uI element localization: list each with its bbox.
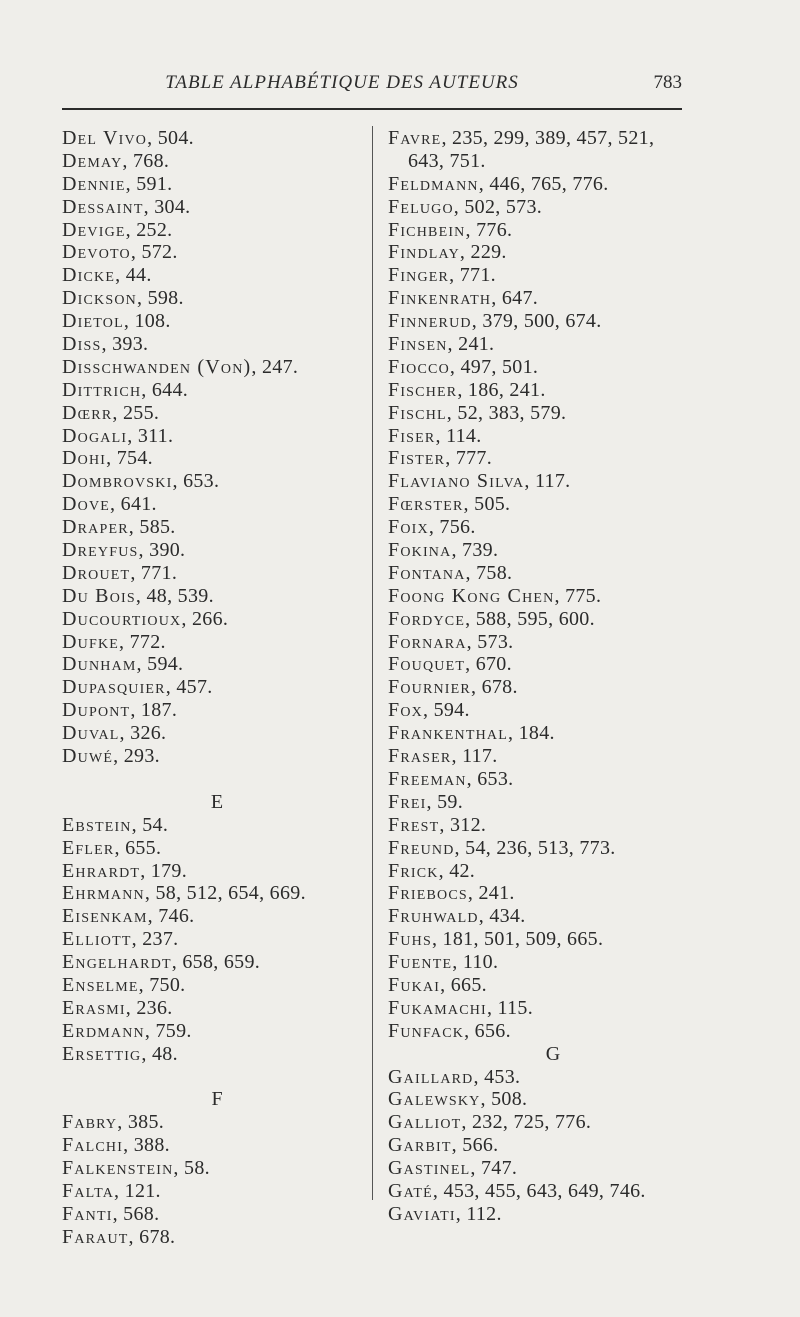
author-name: Dreyfus: [62, 539, 139, 562]
index-entry: Freund, 54, 236, 513, 773.: [388, 836, 616, 859]
page-references: 112.: [466, 1202, 502, 1225]
index-entry: Fister, 777.: [388, 447, 493, 470]
index-entry: Eisenkam, 746.: [62, 905, 195, 928]
index-entry: Dombrovski, 653.: [62, 470, 220, 493]
index-entry: Engelhardt, 658, 659.: [62, 951, 261, 974]
page-references: 502, 573.: [464, 195, 543, 218]
author-name: Duval: [62, 722, 120, 745]
author-name: Finsen: [388, 333, 448, 356]
author-name: Dickson: [62, 287, 137, 310]
author-name: Funfack: [388, 1019, 465, 1042]
author-name: Dennie: [62, 172, 126, 195]
index-entry: Fournier, 678.: [388, 676, 518, 699]
page-references: 771.: [459, 264, 496, 287]
index-entry: Frick, 42.: [388, 859, 476, 882]
author-name: Dupasquier: [62, 676, 166, 699]
page-references: 311.: [137, 424, 174, 447]
author-name: Du Bois: [62, 584, 136, 607]
page-references: 594.: [433, 699, 470, 722]
author-name: Fiocco: [388, 355, 450, 378]
author-name: Fruhwald: [388, 905, 479, 928]
index-entry: Fruhwald, 434.: [388, 905, 526, 928]
index-entry: Devige, 252.: [62, 218, 173, 241]
page-references: 573.: [477, 630, 514, 653]
index-entry: Fokina, 739.: [388, 539, 499, 562]
author-name: Dohi: [62, 447, 107, 470]
page-references: 747.: [480, 1157, 518, 1180]
page-references: 504.: [157, 127, 194, 149]
index-entry: Dessaint, 304.: [62, 195, 191, 218]
page-references: 181, 501, 509, 665.: [442, 928, 604, 951]
page-references: 241.: [458, 333, 495, 356]
index-entry: Diss, 393.: [62, 333, 149, 356]
author-name: Erdmann: [62, 1019, 145, 1042]
section-letter-f: F: [211, 1088, 223, 1111]
index-entry: Ducourtioux, 266.: [62, 607, 229, 630]
index-entry: Du Bois, 48, 539.: [62, 584, 214, 607]
page-references: 505.: [474, 493, 511, 516]
page-references: 776.: [476, 218, 513, 241]
author-name: Erasmi: [62, 996, 126, 1019]
section-gap: [62, 768, 362, 791]
page-references: 58.: [184, 1157, 210, 1180]
index-entry: Frest, 312.: [388, 813, 487, 836]
page-references: 754.: [116, 447, 153, 470]
author-name: Drouet: [62, 561, 131, 584]
index-entry: Gaté, 453, 455, 643, 649, 746.: [388, 1179, 646, 1202]
page-references: 758.: [476, 561, 513, 584]
section-letter-g: G: [545, 1042, 561, 1065]
author-name: Gaillard: [388, 1065, 474, 1088]
author-name: Dœrr: [62, 401, 113, 424]
page-references: 186, 241.: [467, 378, 546, 401]
page-references: 644.: [151, 378, 189, 401]
author-name: Fiser: [388, 424, 436, 447]
page-references: 739.: [462, 539, 499, 562]
page-references: 746.: [158, 905, 195, 928]
page-references: 759.: [155, 1019, 192, 1042]
page-references: 655.: [125, 836, 162, 859]
index-entry: Fabry, 385.: [62, 1111, 165, 1134]
page-references: 591.: [136, 172, 173, 195]
page-references: 434.: [489, 905, 526, 928]
index-entry: Fischer, 186, 241.: [388, 378, 546, 401]
page-references: 641.: [120, 493, 157, 516]
section-gap: [62, 1066, 362, 1089]
author-name: Garbit: [388, 1134, 452, 1157]
page-references: 117.: [534, 470, 571, 493]
index-entry: Friebocs, 241.: [388, 882, 515, 905]
author-name: Ebstein: [62, 813, 132, 836]
index-entry: Duval, 326.: [62, 722, 167, 745]
page-references: 598.: [147, 287, 184, 310]
page-references-continued: 643, 751.: [408, 149, 486, 172]
page-references: 393.: [112, 333, 149, 356]
author-name: Favre: [388, 127, 442, 149]
author-name: Fournier: [388, 676, 471, 699]
author-name: Fontana: [388, 561, 466, 584]
page-references: 678.: [481, 676, 518, 699]
author-name: Fischer: [388, 378, 458, 401]
index-list-d: [62, 127, 362, 768]
author-name: Fuente: [388, 951, 453, 974]
left-column: [62, 127, 362, 1249]
author-name: Gaviati: [388, 1202, 456, 1225]
author-name: Dove: [62, 493, 111, 516]
index-entry: Dicke, 44.: [62, 264, 152, 287]
page-references: 768.: [133, 149, 170, 172]
author-name: Fabry: [62, 1111, 118, 1134]
page-references: 585.: [139, 516, 176, 539]
author-name: Engelhardt: [62, 951, 172, 974]
author-name: Dufke: [62, 630, 120, 653]
page-references: 658, 659.: [182, 951, 261, 974]
index-entry: Gastinel, 747.: [388, 1157, 518, 1180]
index-entry: Fordyce, 588, 595, 600.: [388, 607, 595, 630]
index-entry: Fuhs, 181, 501, 509, 665.: [388, 928, 604, 951]
author-name: Gastinel: [388, 1157, 471, 1180]
page-references: 678.: [139, 1225, 176, 1248]
page-references: 114.: [446, 424, 482, 447]
index-entry: Dreyfus, 390.: [62, 539, 186, 562]
page-references: 48.: [151, 1042, 178, 1065]
author-name: Fordyce: [388, 607, 466, 630]
page-references: 54.: [142, 813, 169, 836]
page-references: 187.: [140, 699, 178, 722]
page-references: 647.: [501, 287, 539, 310]
page-references: 115.: [497, 996, 534, 1019]
author-name: Flaviano Silva: [388, 470, 525, 493]
page-references: 665.: [450, 973, 487, 996]
section-letter-e: E: [210, 790, 224, 813]
index-entry: Drouet, 771.: [62, 561, 178, 584]
page-references: 756.: [439, 516, 476, 539]
index-entry: Foix, 756.: [388, 516, 476, 539]
author-name: Feldmann: [388, 172, 479, 195]
index-entry: Del Vivo, 504.: [62, 127, 194, 149]
author-name: Felugo: [388, 195, 454, 218]
author-name: Fuhs: [388, 928, 432, 951]
index-entry: Gaviati, 112.: [388, 1202, 502, 1225]
author-name: Findlay: [388, 241, 460, 264]
index-entry: Dennie, 591.: [62, 172, 173, 195]
index-entry: Garbit, 566.: [388, 1134, 499, 1157]
index-entry: Erasmi, 236.: [62, 996, 173, 1019]
index-entry: Dittrich, 644.: [62, 378, 189, 401]
page-references: 252.: [136, 218, 173, 241]
index-entry: Foong Kong Chen, 775.: [388, 584, 602, 607]
page-references: 236.: [136, 996, 173, 1019]
index-entry: Fuente, 110.: [388, 951, 499, 974]
index-entry: Fiser, 114.: [388, 424, 482, 447]
index-entry: Enselme, 750.: [62, 973, 186, 996]
index-entry: Feldmann, 446, 765, 776.: [388, 172, 609, 195]
page-references: 304.: [154, 195, 191, 218]
author-name: Fouquet: [388, 653, 466, 676]
author-name: Ersettig: [62, 1042, 142, 1065]
index-entry: Fraser, 117.: [388, 745, 498, 768]
index-entry: Falkenstein, 58.: [62, 1157, 210, 1180]
index-entry: Fanti, 568.: [62, 1202, 160, 1225]
page-references: 390.: [149, 539, 186, 562]
index-entry: Favre, 235, 299, 389, 457, 521,: [388, 127, 655, 149]
index-entry: Elliott, 237.: [62, 928, 179, 951]
author-name: Galewsky: [388, 1088, 481, 1111]
author-name: Frest: [388, 813, 440, 836]
author-name: Galliot: [388, 1111, 462, 1134]
author-name: Falkenstein: [62, 1157, 174, 1180]
index-list-f-continued: [388, 127, 708, 1043]
page-references: 237.: [142, 928, 179, 951]
author-name: Fraser: [388, 745, 452, 768]
author-name: Dupont: [62, 699, 131, 722]
index-entry: Falta, 121.: [62, 1180, 161, 1202]
author-name: Foong Kong Chen: [388, 584, 555, 607]
author-name: Draper: [62, 516, 129, 539]
page-references: 179.: [150, 859, 187, 882]
author-name: Ducourtioux: [62, 607, 182, 630]
page-references: 235, 299, 389, 457, 521,: [452, 127, 655, 149]
author-name: Devoto: [62, 241, 131, 264]
index-entry: Galliot, 232, 725, 776.: [388, 1111, 592, 1134]
author-name: Efler: [62, 836, 115, 859]
index-entry: Flaviano Silva, 117.: [388, 470, 571, 493]
author-name: Dogali: [62, 424, 128, 447]
page-references: 232, 725, 776.: [472, 1111, 592, 1134]
author-name: Elliott: [62, 928, 132, 951]
page-references: 54, 236, 513, 773.: [465, 836, 616, 859]
page-references: 58, 512, 654, 669.: [155, 882, 306, 905]
index-entry: Dogali, 311.: [62, 424, 174, 447]
index-entry: Devoto, 572.: [62, 241, 178, 264]
author-name: Gaté: [388, 1179, 433, 1202]
page-references: 312.: [449, 813, 487, 836]
page-references: 44.: [125, 264, 152, 287]
author-name: Fokina: [388, 539, 452, 562]
author-name: Falta: [62, 1180, 115, 1202]
author-name: Frick: [388, 859, 439, 882]
index-entry: Galewsky, 508.: [388, 1088, 528, 1111]
author-name: Del Vivo: [62, 127, 148, 149]
index-entry: Fœrster, 505.: [388, 493, 511, 516]
page-references: 379, 500, 674.: [482, 310, 602, 333]
index-entry: Gaillard, 453.: [388, 1065, 521, 1088]
page-references: 497, 501.: [460, 355, 539, 378]
page-references: 266.: [191, 607, 229, 630]
author-name: Finnerud: [388, 310, 472, 333]
page-header: [62, 72, 682, 104]
author-name: Dessaint: [62, 195, 144, 218]
page-references: 588, 595, 600.: [475, 607, 595, 630]
page-references: 229.: [470, 241, 507, 264]
author-name: Diss: [62, 333, 102, 356]
page-references: 184.: [518, 722, 555, 745]
index-entry: Dohi, 754.: [62, 447, 153, 470]
page-references: 594.: [147, 653, 184, 676]
index-entry: Fischl, 52, 383, 579.: [388, 401, 567, 424]
page-references: 42.: [449, 859, 476, 882]
page-references: 108.: [134, 310, 171, 333]
page-references: 508.: [491, 1088, 528, 1111]
index-entry: Fontana, 758.: [388, 561, 513, 584]
index-entry: Ehrardt, 179.: [62, 859, 187, 882]
author-name: Dittrich: [62, 378, 142, 401]
author-name: Ehrmann: [62, 882, 145, 905]
page-references: 777.: [455, 447, 493, 470]
index-entry: Findlay, 229.: [388, 241, 507, 264]
author-name: Freund: [388, 836, 455, 859]
page-number: 783: [653, 72, 682, 93]
author-name: Freeman: [388, 767, 467, 790]
index-entry: Finnerud, 379, 500, 674.: [388, 310, 602, 333]
author-name: Fox: [388, 699, 423, 722]
author-name: Finger: [388, 264, 450, 287]
index-entry: Dove, 641.: [62, 493, 157, 516]
author-name: Finkenrath: [388, 287, 492, 310]
author-name: Fornara: [388, 630, 467, 653]
page-references: 772.: [129, 630, 166, 653]
index-entry: Dufke, 772.: [62, 630, 166, 653]
index-entry: Dupont, 187.: [62, 699, 178, 722]
index-entry: Faraut, 678.: [62, 1225, 176, 1248]
page-references: 385.: [127, 1111, 165, 1134]
author-name: Dietol: [62, 310, 124, 333]
index-entry: Fukai, 665.: [388, 973, 487, 996]
author-name: Dunham: [62, 653, 137, 676]
right-column: [388, 127, 708, 1226]
author-name: Devige: [62, 218, 126, 241]
page-references: 446, 765, 776.: [489, 172, 609, 195]
author-name: Dombrovski: [62, 470, 173, 493]
index-entry: Ehrmann, 58, 512, 654, 669.: [62, 882, 306, 905]
page-references: 326.: [130, 722, 167, 745]
author-name: Fukamachi: [388, 996, 487, 1019]
index-entry: Erdmann, 759.: [62, 1019, 192, 1042]
index-entry: Finger, 771.: [388, 264, 496, 287]
index-entry: Fornara, 573.: [388, 630, 514, 653]
page-references: 457.: [176, 676, 213, 699]
index-entry: Demay, 768.: [62, 149, 170, 172]
author-name: Faraut: [62, 1225, 129, 1248]
author-name: Duwé: [62, 745, 114, 768]
author-name: Friebocs: [388, 882, 468, 905]
page-references: 388.: [133, 1134, 170, 1157]
page-references: 121.: [124, 1180, 161, 1202]
index-entry: Ebstein, 54.: [62, 813, 169, 836]
page-references: 453, 455, 643, 649, 746.: [443, 1179, 646, 1202]
page-references: 52, 383, 579.: [457, 401, 567, 424]
index-entry: Finkenrath, 647.: [388, 287, 539, 310]
index-entry: Frei, 59.: [388, 790, 463, 813]
author-name: Dicke: [62, 264, 116, 287]
page-references: 653.: [183, 470, 220, 493]
author-name: Fœrster: [388, 493, 464, 516]
page-references: 568.: [123, 1202, 160, 1225]
author-name: Frei: [388, 790, 427, 813]
index-entry: Ersettig, 48.: [62, 1042, 178, 1065]
author-name: Enselme: [62, 973, 139, 996]
index-entry: Fukamachi, 115.: [388, 996, 534, 1019]
author-name: Frankenthal: [388, 722, 508, 745]
index-entry: Fichbein, 776.: [388, 218, 513, 241]
index-entry: Freeman, 653.: [388, 767, 514, 790]
index-entry: Fiocco, 497, 501.: [388, 355, 539, 378]
author-name: Foix: [388, 516, 429, 539]
author-name: Demay: [62, 149, 123, 172]
author-name: Fukai: [388, 973, 441, 996]
index-entry: Finsen, 241.: [388, 333, 495, 356]
page-references: 247.: [261, 355, 299, 378]
index-entry: Dickson, 598.: [62, 287, 184, 310]
index-entry: Draper, 585.: [62, 516, 176, 539]
page-references: 670.: [475, 653, 512, 676]
author-name: Fanti: [62, 1202, 113, 1225]
index-list-f: [62, 1111, 362, 1248]
page-references: 110.: [462, 951, 499, 974]
page-references: 656.: [474, 1019, 511, 1042]
author-name: Fister: [388, 447, 446, 470]
page-references: 750.: [149, 973, 186, 996]
author-name: Fischl: [388, 401, 447, 424]
running-title: TABLE ALPHABÉTIQUE DES AUTEURS: [165, 72, 519, 93]
index-entry: Dupasquier, 457.: [62, 676, 213, 699]
column-divider: [372, 126, 373, 1200]
page-references: 453.: [484, 1065, 521, 1088]
page-references: 566.: [462, 1134, 499, 1157]
author-name: Falchi: [62, 1134, 124, 1157]
index-entry: Dœrr, 255.: [62, 401, 160, 424]
page-references: 771.: [140, 561, 178, 584]
index-entry: Falchi, 388.: [62, 1134, 170, 1157]
page-references: 293.: [123, 745, 160, 768]
author-name: Fichbein: [388, 218, 466, 241]
index-list-g: [388, 1066, 708, 1226]
page-references: 48, 539.: [146, 584, 214, 607]
index-list-e: [62, 814, 362, 1066]
page-references: 653.: [477, 767, 514, 790]
author-name: Ehrardt: [62, 859, 141, 882]
page-references: 572.: [141, 241, 178, 264]
index-entry: Dietol, 108.: [62, 310, 171, 333]
page-references: 775.: [565, 584, 602, 607]
page-references: 255.: [122, 401, 160, 424]
page-references: 117.: [462, 745, 498, 768]
author-name: Eisenkam: [62, 905, 148, 928]
index-entry: Duwé, 293.: [62, 745, 160, 768]
index-entry: Fouquet, 670.: [388, 653, 512, 676]
index-entry: Dunham, 594.: [62, 653, 184, 676]
index-entry: Frankenthal, 184.: [388, 722, 555, 745]
author-name: Disschwanden (Von): [62, 355, 252, 378]
index-entry: Funfack, 656.: [388, 1019, 511, 1042]
page-references: 59.: [437, 790, 463, 813]
index-entry: Disschwanden (Von), 247.: [62, 355, 299, 378]
header-rule: [62, 108, 682, 110]
index-entry: Fox, 594.: [388, 699, 470, 722]
index-entry: Efler, 655.: [62, 836, 162, 859]
page-references: 241.: [478, 882, 515, 905]
index-entry: Felugo, 502, 573.: [388, 195, 543, 218]
